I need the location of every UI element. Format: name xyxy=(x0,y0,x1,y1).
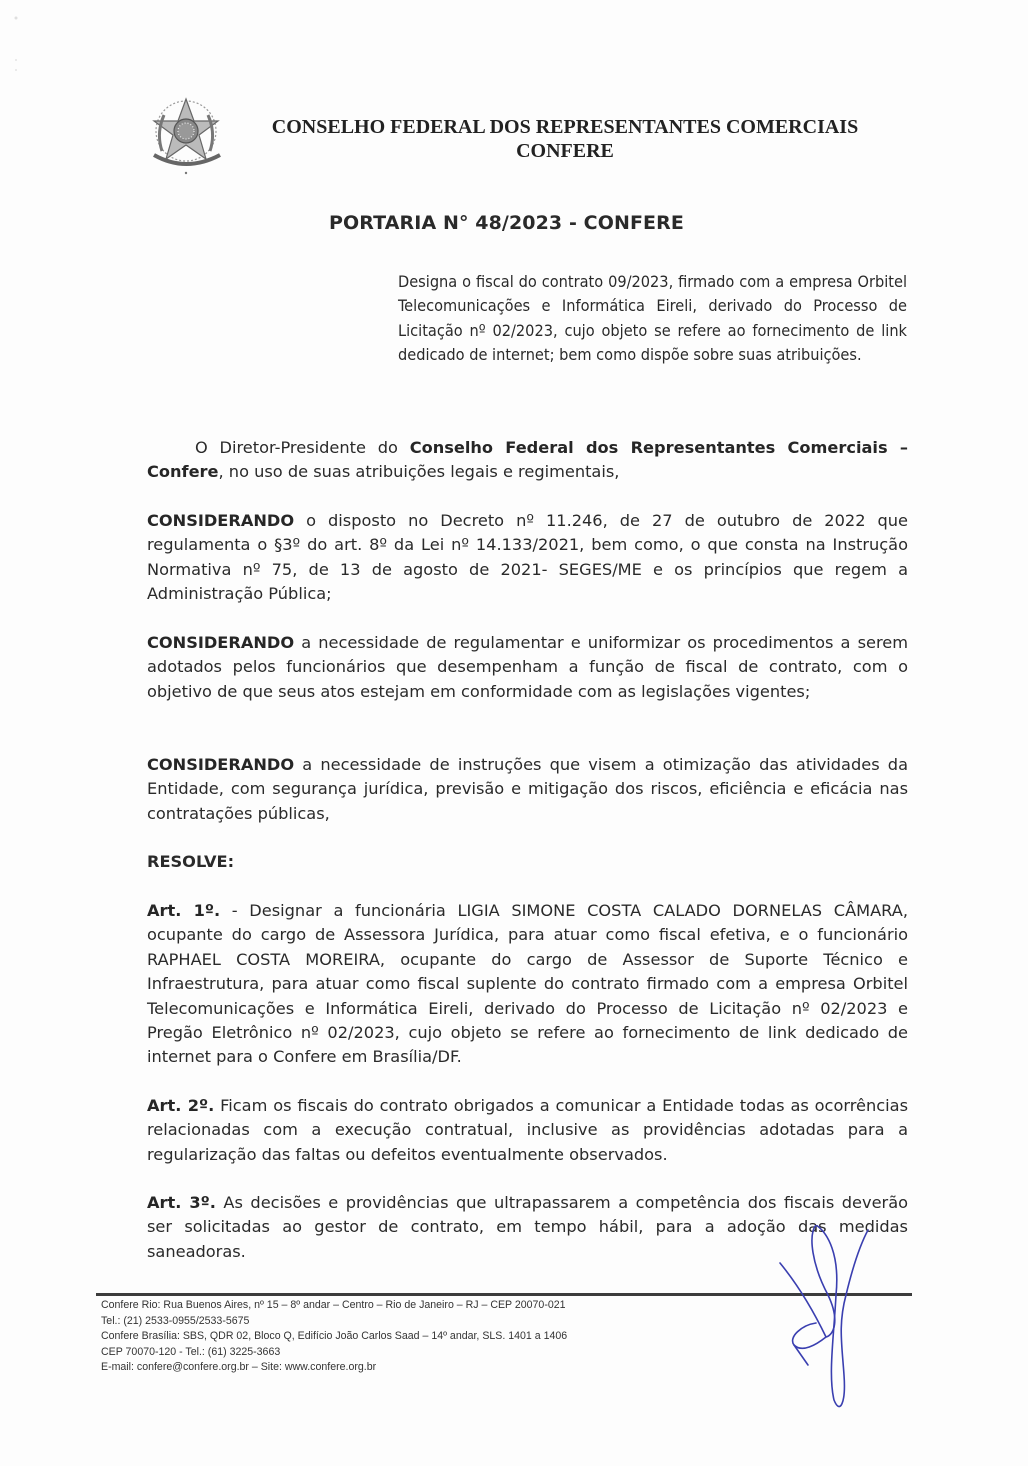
resolve-heading: RESOLVE: xyxy=(147,852,235,871)
footer-line-contact: E-mail: confere@confere.org.br – Site: www.confere.org.br xyxy=(101,1361,377,1374)
document-title: PORTARIA N° 48/2023 - CONFERE xyxy=(329,212,684,234)
signature-icon xyxy=(768,1225,908,1415)
org-name-line2: CONFERE xyxy=(516,140,614,162)
intro-text-end: , no uso de suas atribuições legais e regimentais, xyxy=(218,462,620,482)
footer-address xyxy=(101,1298,721,1376)
org-name-line1: CONSELHO FEDERAL DOS REPRESENTANTES COMERCIAIS xyxy=(271,116,859,138)
organization-name xyxy=(200,115,930,163)
article-text: - Designar a funcionária LIGIA SIMONE COSTA CALADO DORNELAS CÂMARA, ocupante do cargo de Assessora Jurídica, para atuar como fiscal efetiva, e o funcionário RAPHAEL COSTA MOREIRA, ocupante do cargo de Assessor de Suporte Técnico e Infraestrutura, para atuar como fiscal suplente do contrato firmado com a empresa Orbitel Telecomunicações e Informática Eireli, derivado do Processo de Licitação nº 02/2023 e Pregão Eletrônico nº 02/2023, cujo objeto se refere ao fornecimento de link dedicado de internet para o Confere em Brasília/DF. xyxy=(147,901,908,1067)
intro-organization: Conselho Federal dos Representantes Comerciais – Confere xyxy=(147,438,908,482)
considerando-paragraph xyxy=(147,753,908,826)
scan-artifact xyxy=(12,10,20,80)
considerando-label: CONSIDERANDO xyxy=(147,755,295,774)
footer-line-brasilia-address: Confere Brasília: SBS, QDR 02, Bloco Q, Edifício João Carlos Saad – 14º andar, SLS. 1401 a 1406 xyxy=(101,1330,568,1343)
considerando-paragraph xyxy=(147,509,908,607)
intro-paragraph xyxy=(147,436,908,485)
considerando-text: a necessidade de instruções que visem a otimização das atividades da Entidade, com segurança jurídica, previsão e mitigação dos riscos, eficiência e eficácia nas contratações públicas, xyxy=(147,755,908,823)
article-label: Art. 3º. xyxy=(147,1193,216,1212)
article-text: As decisões e providências que ultrapassarem a competência dos fiscais deverão ser solicitadas ao gestor de contrato, em tempo hábil, para a adoção das medidas saneadoras. xyxy=(147,1193,909,1261)
considerando-label: CONSIDERANDO xyxy=(147,633,295,652)
article-text: Ficam os fiscais do contrato obrigados a comunicar a Entidade todas as ocorrências relacionadas com a execução contratual, inclusive as providências adotadas para a regularização das faltas ou defeitos eventualmente observados. xyxy=(147,1096,909,1164)
considerando-label: CONSIDERANDO xyxy=(147,511,295,530)
article-2 xyxy=(147,1094,908,1167)
article-label: Art. 1º. xyxy=(147,901,221,920)
intro-text: O Diretor-Presidente do xyxy=(195,438,410,457)
ementa-summary: Designa o fiscal do contrato 09/2023, firmado com a empresa Orbitel Telecomunicações e Informática Eireli, derivado do Processo de Licitação nº 02/2023, cujo objeto se refere ao fornecimento de link dedicado de internet; bem como dispõe sobre suas atribuições. xyxy=(398,272,907,365)
considerando-text: o disposto no Decreto nº 11.246, de 27 de outubro de 2022 que regulamenta o §3º do art. 8º da Lei nº 14.133/2021, bem como, o que consta na Instrução Normativa nº 75, de 13 de agosto de 2021- SEGES/ME e os princípios que regem a Administração Pública; xyxy=(147,511,908,604)
considerando-paragraph xyxy=(147,631,908,704)
footer-line-brasilia-phone: CEP 70070-120 - Tel.: (61) 3225-3663 xyxy=(101,1345,281,1358)
considerando-text: a necessidade de regulamentar e uniformizar os procedimentos a serem adotados pelos funcionários que desempenham a função de fiscal de contrato, com o objetivo de que seus atos estejam em conformidade com as legislações vigentes; xyxy=(147,633,908,701)
footer-line-rio-phone: Tel.: (21) 2533-0955/2533-5675 xyxy=(101,1314,250,1327)
footer-line-rio-address: Confere Rio: Rua Buenos Aires, nº 15 – 8º andar – Centro – Rio de Janeiro – RJ – CEP 20070-021 xyxy=(101,1299,566,1311)
article-label: Art. 2º. xyxy=(147,1096,215,1115)
article-1 xyxy=(147,899,908,1070)
